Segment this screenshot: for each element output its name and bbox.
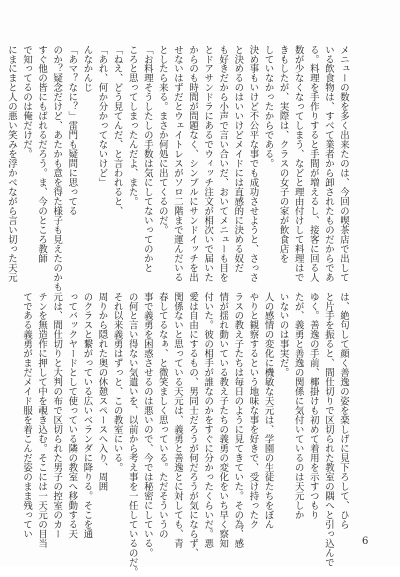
- text-line: としたら来る。まさか何処に出てくるのだ。: [156, 45, 168, 235]
- text-line: のクラスと繋がっている広いベランダに降りる。そこを通: [81, 292, 93, 539]
- text-line: 春してるなぁ、と微笑ましく思っている。ただそういうの: [156, 292, 168, 539]
- text-line: 「あれ、何か分かってないけど」: [96, 45, 108, 188]
- text-line: ラスの教え子たちは毎日のように見てきていた。その為、感: [232, 292, 244, 549]
- text-line: いる飲食物は、すべて業者から卸されたものだからであ: [322, 45, 334, 283]
- text-line: と片手を振ると、間仕切りで区切られた教室の隅へと引っ込んで: [322, 292, 334, 568]
- text-line: 事で義勇を困惑させるのは悪いので、今では秘密にしている。: [141, 292, 153, 558]
- text-line: 人の感情の変化に機敏な天元は、学園の生徒たちをぼん: [262, 292, 274, 530]
- text-line: からのも時間が問題なく、シンプルにサンドイッチを出: [187, 45, 199, 283]
- text-line: は、絶句して顔く善逸の姿を楽しげに見下ろして、ひら: [338, 292, 349, 530]
- text-line: していなかったからである。: [262, 45, 274, 169]
- text-line: てである義勇がまだメイド服を着こんだ姿のまま残ってい: [21, 292, 33, 539]
- text-line: すぐ他の皆にもばれるだろう。ま、今のところ教師: [36, 45, 48, 264]
- text-line: 数が少なくなってしまう、などと理由付けして料理はで: [292, 45, 304, 283]
- text-line: とドアサンドラにあるでウィッチ注文が相次いで届いた: [202, 45, 214, 283]
- text-line: 付いた。彼の相手が誰なのかをすぐに分かったくらいだ。悪: [202, 292, 214, 549]
- text-line: やりと観察するという地味な事を好きで、受け持ったク: [247, 292, 259, 530]
- text-line: 「あマ？なに？」雷門も疑問に思ってる: [66, 45, 78, 216]
- text-line: ころと思ってしまったんだよ、また。: [126, 45, 138, 207]
- text-line: ってバックヤードとして使っている隣の教室へ移動する天: [66, 292, 78, 539]
- body-text-bottom: [21, 292, 351, 577]
- text-line: と決めるのはいいけどメイドには直感的に決める奴だ: [232, 45, 244, 273]
- text-line: で知ってるのは俺だけだ。: [21, 45, 33, 159]
- body-text-top: [5, 45, 351, 292]
- text-line: 周りから隠れた奥の休憩スペースへ入り、周囲: [96, 292, 108, 492]
- text-line: きもしたが、実際は、クラスの女子の家が飲食店を: [277, 45, 289, 264]
- text-line: 情が揺れ動いている教え子たちの義勇の変化をいち早く察知: [217, 292, 229, 549]
- text-line: メニューの数を多く出来たのは、今回の喫茶店で出して: [338, 45, 349, 283]
- text-line: 愛は自由にするもの、男同士だろうが何だろうが気にならず、: [187, 292, 199, 558]
- text-line: の何と言い得ない気遣いを、以前から考え事を一任しているのだ。: [126, 292, 138, 577]
- text-line: せないはずだとウェイトレスがソロ二階まで運んだいる: [171, 45, 183, 283]
- text-line: のか？疑念だけど、あたかも意を得た様子も見えたのかも: [51, 45, 63, 292]
- text-line: にまにまと人の悪い笑みを浮かべながら言い切った天元: [5, 45, 17, 283]
- text-line: 決め事もいけど不公平な事でも成功させようと、さっさ: [247, 45, 259, 283]
- text-line: 「お料理そうしたしの手数は気にしてないってのかと: [141, 45, 153, 273]
- text-line: 「ねえ、どう見てんだ、と言われると、: [111, 45, 123, 216]
- text-line: それ以来義勇はずっと、この教室にいる。: [111, 292, 123, 473]
- text-line: ゆく。善逸の手前、椰掛けも初めて着用を示すつもり: [307, 292, 319, 520]
- text-line: テンを無造作に押して中を覗き込む。そこには一天元の目当: [36, 292, 48, 549]
- text-line: 元は、間仕切りと大判の布で区切られた男子の控室のカー: [51, 292, 63, 539]
- text-line: 関係ないと思っている天元は、義勇と善逸とに対しても、青: [171, 292, 183, 549]
- text-line: も好きだから小声で言い合いだ、おいてメニューも目を: [217, 45, 229, 283]
- text-line: たが、義勇と善逸の関係に気付いているのは天元しか: [292, 292, 304, 520]
- text-line: いないのは事実だ。: [277, 292, 289, 378]
- text-line: る。料理を手作りすると手間が増えるし、接客に回る人: [307, 45, 319, 283]
- text-line: んなかんじ: [81, 45, 93, 93]
- page-number: 6: [362, 536, 369, 547]
